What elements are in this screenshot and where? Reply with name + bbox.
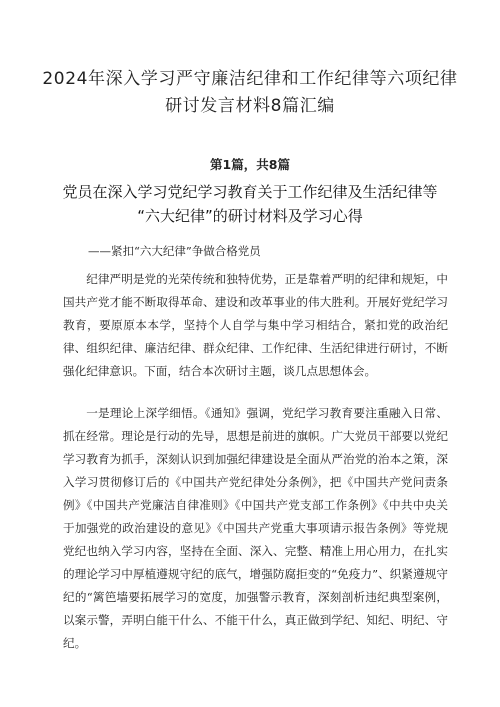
document-title: 2024年深入学习严守廉洁纪律和工作纪律等六项纪律研讨发言材料8篇汇编 bbox=[42, 69, 458, 116]
part-label: 第1篇，共8篇 bbox=[210, 157, 290, 172]
article-title-line-1: 党员在深入学习党纪学习教育关于工作纪律及生活纪律等 bbox=[62, 183, 438, 201]
article-title bbox=[50, 180, 450, 228]
article-subtitle: ——紧扣“六大纪律”争做合格党员 bbox=[88, 244, 261, 258]
body-paragraph-2: 一是理论上深学细悟。《通知》强调，党纪学习教育要注重融入日常、抓在经常。理论是行动的先导，思想是前进的旗帜。广大党员干部要以党纪学习教育为抓手，深刻认识到加强纪律建设是全面从严治党的治本之策，深入学习贯彻修订后的《中国共产党纪律处分条例》，把《中国共产党问责条例》《中国共产党廉洁自律准则》《中国共产党支部工作条例》《中共中央关于加强党的政治建设的意见》《中国共产党重大事项请示报告条例》等党规党纪也纳入学习内容，坚持在全面、深入、完整、精准上用心用力，在扎实的理论学习中厚植遵规守纪的底气，增强防腐拒变的“免疫力”、织紧遵规守纪的“篱笆墙要拓展学习的宽度，加强警示教育，深刻剖析违纪典型案例，以案示警，弄明白能干什么、不能干什么，真正做到学纪、知纪、明纪、守纪。 bbox=[63, 406, 448, 650]
article-title-line-2: “六大纪律”的研讨材料及学习心得 bbox=[137, 207, 363, 225]
body-paragraph-1: 纪律严明是党的光荣传统和独特优势，正是靠着严明的纪律和规矩，中国共产党才能不断取得革命、建设和改革事业的伟大胜利。开展好党纪学习教育，要原原本本学，坚持个人自学与集中学习相结合，紧扣党的政治纪律、组织纪律、廉洁纪律、群众纪律、工作纪律、生活纪律进行研讨，不断强化纪律意识。下面，结合本次研讨主题，谈几点思想体会。 bbox=[63, 272, 448, 378]
